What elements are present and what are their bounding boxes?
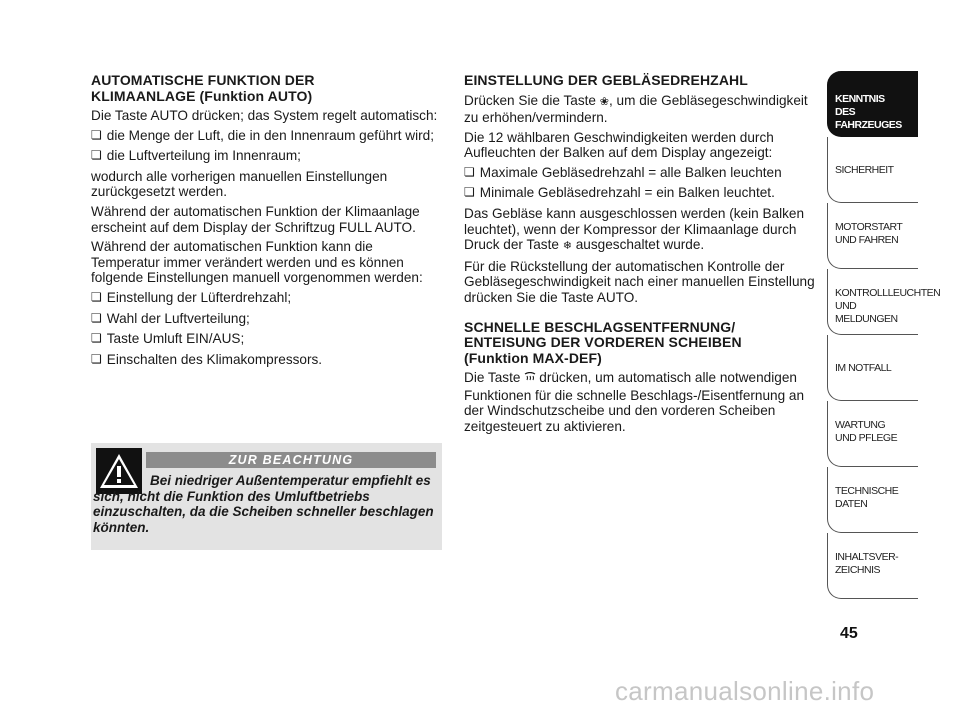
bullet-text: Einschalten des Klimakompressors. [106, 351, 323, 367]
warning-text: Bei niedriger Außentemperatur empfiehlt es sich, nicht die Funktion des Umluftbetriebs einzuschalten, da die Scheiben schneller beschlagen könnten. [93, 473, 434, 535]
tab-kontrollleuchten[interactable] [827, 269, 941, 335]
text-segment: Drücken Sie die Taste [464, 92, 596, 108]
paragraph: wodurch alle vorherigen manuellen Einstellungen zurückgesetzt werden. [91, 168, 388, 200]
tab-sicherheit[interactable] [827, 137, 918, 203]
bullet-text: Taste Umluft EIN/AUS; [106, 331, 245, 347]
warning-header: ZUR BEACHTUNG [146, 452, 436, 468]
heading-line: ENTEISUNG DER VORDEREN SCHEIBEN [464, 334, 742, 351]
paragraph: Während der automatischen Funktion kann die Temperatur immer verändert werden und es können folgende Einstellungen manuell vorgenommen werden: [91, 239, 423, 286]
heading-line: (Funktion MAX-DEF) [464, 349, 602, 366]
bullet-item [91, 352, 441, 369]
heading-line: AUTOMATISCHE FUNKTION DER [91, 72, 315, 88]
bullet-item [91, 331, 441, 348]
bullet-item [91, 148, 441, 165]
chapter-navigation [827, 71, 941, 599]
tab-technische-daten[interactable] [827, 467, 918, 533]
tab-wartung[interactable] [827, 401, 918, 467]
bullet-text: Maximale Gebläsedrehzahl = alle Balken leuchten [479, 164, 782, 180]
page-number: 45 [840, 625, 858, 642]
heading-line: KLIMAANLAGE (Funktion AUTO) [91, 87, 313, 104]
tab-label: KONTROLLLEUCHTEN [835, 287, 941, 299]
paragraph [464, 93, 820, 126]
paragraph: Die Taste AUTO drücken; das System regelt automatisch: [91, 108, 438, 123]
bullet-text: Minimale Gebläsedrehzahl = ein Balken leuchtet. [479, 185, 775, 201]
tab-label: UND FAHREN [835, 234, 899, 246]
section-heading-fan-speed: EINSTELLUNG DER GEBLÄSEDREHZAHL [464, 72, 748, 88]
bullet-text: die Luftverteilung im Innenraum; [106, 148, 301, 164]
tab-label: SICHERHEIT [835, 164, 894, 176]
paragraph [464, 370, 820, 434]
tab-kenntnis[interactable] [827, 71, 918, 137]
watermark: carmanualsonline.info [615, 676, 875, 706]
tab-label: TECHNISCHE [835, 485, 899, 497]
bullet-item [91, 290, 441, 307]
tab-label: DES FAHRZEUGES [835, 106, 902, 131]
bullet-item [464, 185, 820, 202]
bullet-item [91, 128, 441, 145]
section-heading-auto [91, 73, 441, 104]
heading-line: SCHNELLE BESCHLAGSENTFERNUNG/ [464, 318, 736, 335]
warning-box [91, 443, 442, 550]
paragraph: Die 12 wählbaren Geschwindigkeiten werden durch Aufleuchten der Balken auf dem Display angezeigt: [464, 129, 774, 161]
text-segment: , um die Gebläsegeschwindigkeit zu erhöhen/vermindern. [464, 92, 808, 126]
paragraph: Während der automatischen Funktion der Klimaanlage erscheint auf dem Display der Schriftzug FULL AUTO. [91, 203, 420, 235]
tab-inhaltsverzeichnis[interactable] [827, 533, 918, 599]
tab-label: DATEN [835, 498, 868, 510]
tab-im-notfall[interactable] [827, 335, 918, 401]
text-segment: ausgeschaltet wurde. [575, 237, 705, 253]
right-column [464, 73, 820, 439]
text-segment: Das Gebläse kann ausgeschlossen werden (kein Balken leuchtet), wenn der Kompressor der Klimaanlage durch Druck der Taste [464, 206, 805, 253]
paragraph [464, 206, 820, 255]
tab-motorstart[interactable] [827, 203, 918, 269]
section-heading-max-def [464, 320, 820, 367]
tab-label: IM NOTFALL [835, 362, 892, 374]
tab-label: MOTORSTART [835, 221, 903, 233]
bullet-item [464, 165, 820, 182]
bullet-item [91, 311, 441, 328]
snowflake-icon: ❄ [562, 240, 572, 253]
tab-label: ZEICHNIS [835, 564, 881, 576]
bullet-text: die Menge der Luft, die in den Innenraum geführt wird; [106, 127, 434, 143]
bullet-text: Wahl der Luftverteilung; [106, 310, 250, 326]
tab-label: UND PFLEGE [835, 432, 898, 444]
tab-label: KENNTNIS [835, 93, 885, 105]
tab-label: INHALTSVER- [835, 551, 899, 563]
windshield-defrost-icon [524, 373, 539, 385]
text-segment: Die Taste [464, 370, 521, 386]
tab-label: UND MELDUNGEN [835, 300, 898, 325]
fan-icon: ❀ [599, 95, 609, 108]
bullet-text: Einstellung der Lüfterdrehzahl; [106, 289, 292, 305]
tab-label: WARTUNG [835, 419, 886, 431]
text-segment: drücken, um automatisch alle notwendigen Funktionen für die schnelle Beschlags-/Eisentfernung an der Windschutzscheibe und den vorderen Scheiben zeitgesteuert zu aktivieren. [464, 370, 805, 434]
left-column [91, 73, 441, 372]
paragraph: Für die Rückstellung der automatischen Kontrolle der Gebläsegeschwindigkeit nach einer manuellen Einstellung drücken Sie die Taste AUTO. [464, 258, 815, 306]
